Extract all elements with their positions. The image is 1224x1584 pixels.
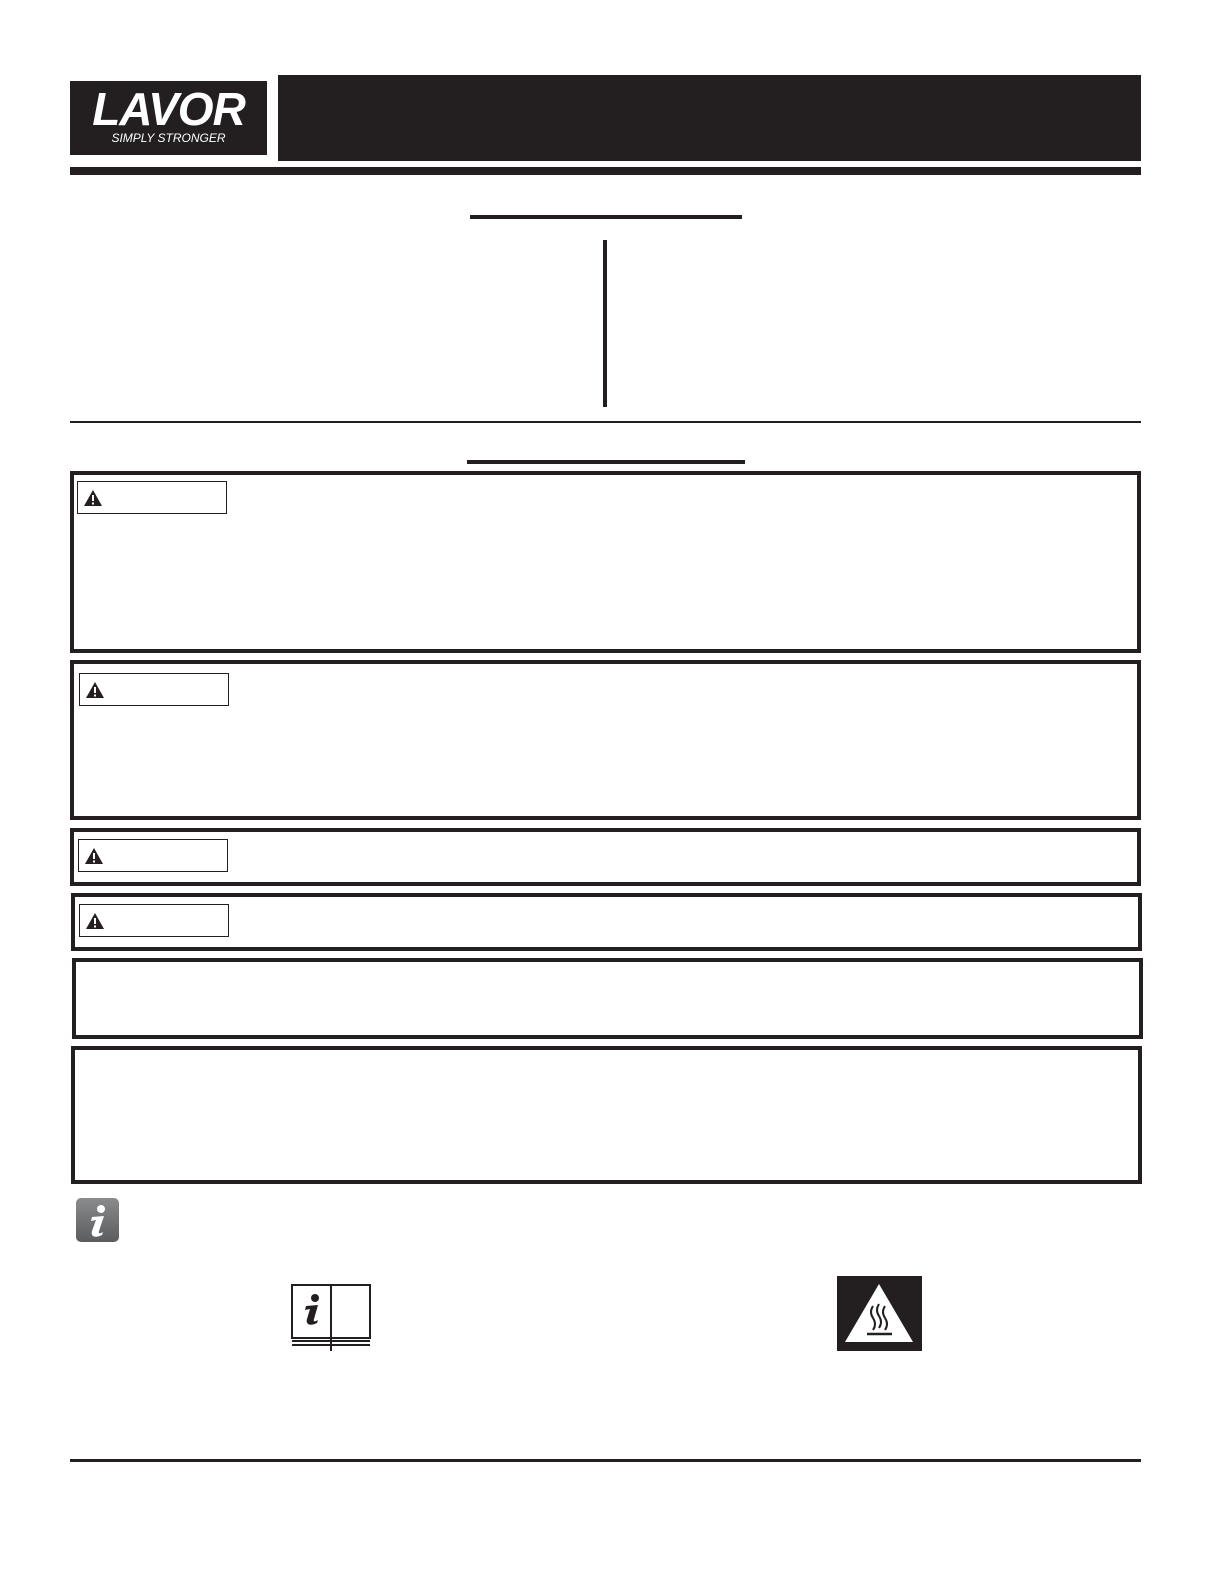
warning-triangle-icon	[83, 489, 103, 507]
info-icon	[76, 1198, 119, 1242]
section-divider	[70, 421, 1141, 423]
section-heading-rule	[467, 460, 745, 464]
logo-brand: LAVOR	[92, 83, 245, 135]
warning-triangle-icon	[85, 681, 105, 699]
logo-tagline: SIMPLY STRONGER	[111, 131, 226, 145]
footer-rule	[70, 1459, 1141, 1462]
column-divider	[603, 240, 607, 407]
warning-box	[70, 660, 1141, 820]
warning-label	[77, 481, 227, 514]
notice-box	[72, 958, 1143, 1039]
hot-surface-icon	[837, 1276, 922, 1351]
warning-label	[79, 904, 229, 937]
header-rule	[70, 167, 1141, 175]
header-title-bar	[278, 75, 1141, 161]
warning-box	[71, 893, 1142, 951]
section-heading-rule	[470, 215, 742, 219]
warning-triangle-icon	[84, 847, 104, 865]
read-manual-icon	[289, 1283, 373, 1353]
warning-box	[70, 471, 1141, 653]
warning-triangle-icon	[85, 912, 105, 930]
lavor-logo	[70, 81, 267, 155]
notice-box	[71, 1046, 1142, 1184]
warning-label	[78, 839, 228, 872]
warning-label	[79, 673, 229, 706]
warning-box	[70, 828, 1141, 886]
